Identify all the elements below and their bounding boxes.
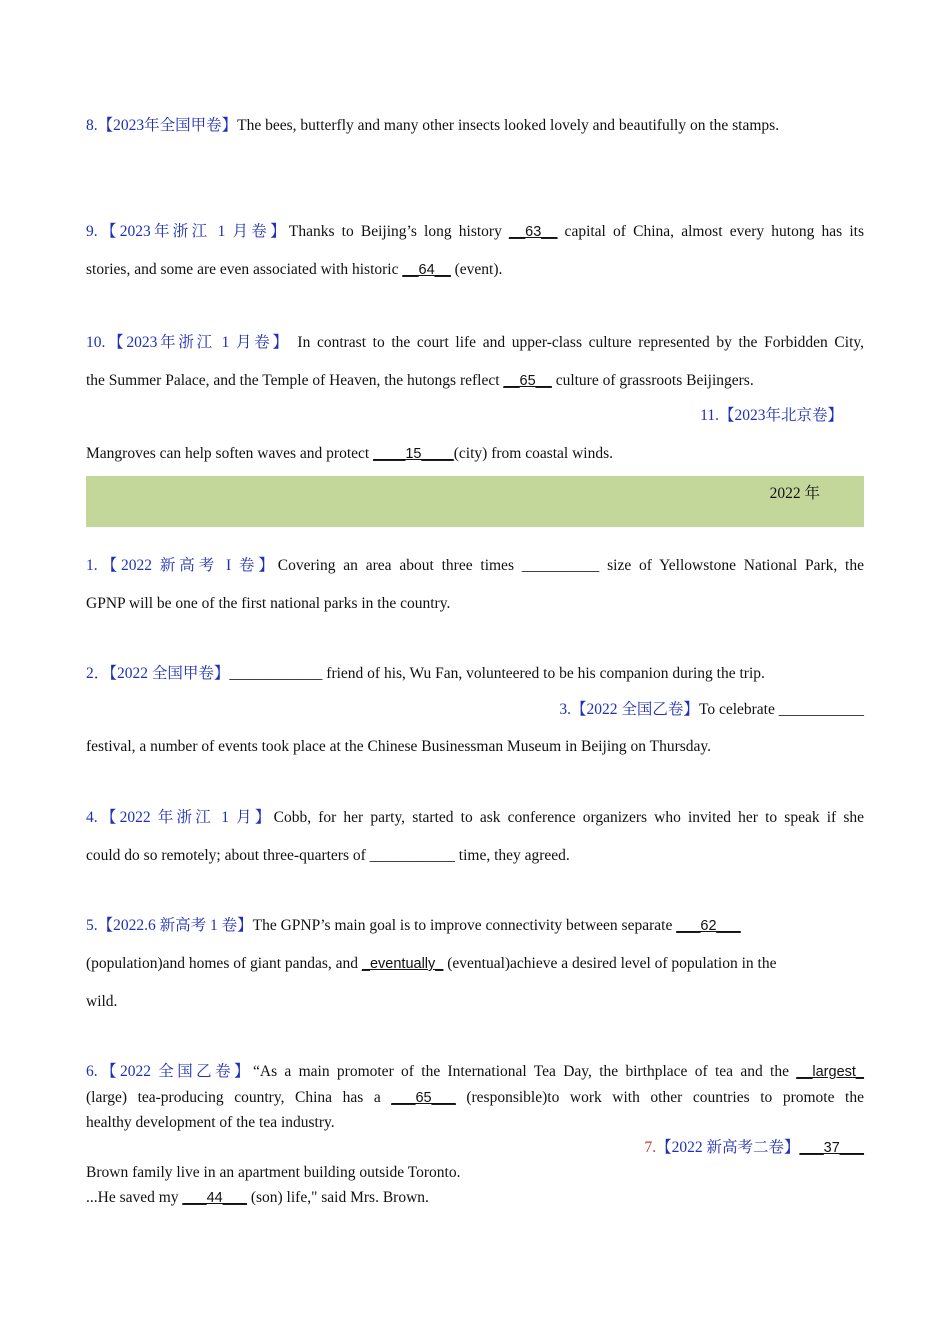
q10-line2-text: the Summer Palace, and the Temple of Heaven, the hutongs reflect bbox=[86, 372, 504, 389]
q2-source-tag: 【2022 全国甲卷】 bbox=[109, 665, 230, 682]
q1-line1 bbox=[86, 556, 864, 576]
q6-number: 6. bbox=[86, 1063, 98, 1080]
q4-line2: could do so remotely; about three-quarters of ___________ time, they agreed. bbox=[86, 847, 570, 864]
q2-number: 2． bbox=[86, 665, 110, 682]
q7-blank-44: ___44___ bbox=[182, 1190, 247, 1206]
q9-source-tag: 【2023年浙江 1 月卷】 bbox=[97, 223, 289, 240]
q5-line1 bbox=[86, 916, 864, 936]
q11-line bbox=[86, 444, 864, 464]
q10-number: 10. bbox=[86, 334, 106, 351]
q9-line2-text: stories, and some are even associated with historic bbox=[86, 261, 403, 278]
q10-line1 bbox=[86, 333, 864, 353]
q6-text: “As a main promoter of the International Tea Day, the birthplace of tea and the bbox=[253, 1063, 797, 1080]
q4-text: Cobb, for her party, started to ask conference organizers who invited her to speak if she bbox=[273, 809, 864, 826]
q5-line2 bbox=[86, 954, 864, 974]
q5-line3: wild. bbox=[86, 993, 118, 1010]
q7-line1 bbox=[86, 1138, 864, 1158]
q9-blank-64: __64__ bbox=[402, 262, 451, 278]
q6-line1 bbox=[86, 1062, 864, 1082]
q10-text: In contrast to the court life and upper-class culture represented by the Forbidden City, bbox=[290, 334, 864, 351]
q3-line1 bbox=[86, 700, 864, 720]
q5-blank-62: ___62___ bbox=[676, 918, 741, 934]
q9-text-cont: capital of China, almost every hutong has its bbox=[557, 223, 864, 240]
q5-line2-text: (population)and homes of giant pandas, and bbox=[86, 955, 362, 972]
q5-text: The GPNP’s main goal is to improve connectivity between separate bbox=[252, 917, 677, 934]
q4-number: 4. bbox=[86, 809, 98, 826]
q8-text: The bees, butterfly and many other insects looked lovely and beautifully on the stamps. bbox=[237, 117, 780, 134]
q6-line2-end: (responsible)to work with other countries to promote the bbox=[455, 1089, 864, 1106]
q6-blank-largest: __largest_ bbox=[796, 1064, 864, 1080]
q9-blank-63: __63__ bbox=[509, 224, 558, 240]
q7-source-tag: 【2022 新高考二卷】 bbox=[656, 1139, 800, 1156]
q7-line3-end: (son) life," said Mrs. Brown. bbox=[246, 1189, 429, 1206]
q5-blank-eventually: _eventually_ bbox=[361, 956, 444, 972]
q6-line2-text: (large) tea-producing country, China has a bbox=[86, 1089, 392, 1106]
q9-number: 9. bbox=[86, 223, 98, 240]
q11-source-tag: 【2023年北京卷】 bbox=[718, 407, 843, 424]
q9-line1 bbox=[86, 222, 864, 242]
q1-number: 1. bbox=[86, 557, 98, 574]
q2-text: ____________ friend of his, Wu Fan, volunteered to be his companion during the trip. bbox=[229, 665, 765, 682]
q11-text-end: (city) from coastal winds. bbox=[453, 445, 614, 462]
q11-text: Mangroves can help soften waves and protect bbox=[86, 445, 374, 462]
q8-number: 8. bbox=[86, 117, 98, 134]
q8-source-tag: 【2023年全国甲卷】 bbox=[97, 117, 238, 134]
q3-source-tag: 【2022 全国乙卷】 bbox=[571, 701, 699, 718]
q3-line2: festival, a number of events took place at the Chinese Businessman Museum in Beijing on Thursday. bbox=[86, 738, 712, 755]
q5-number: 5. bbox=[86, 917, 98, 934]
q1-source-tag: 【2022 新高考 I 卷】 bbox=[97, 557, 278, 574]
q9-text: Thanks to Beijing’s long history bbox=[288, 223, 509, 240]
q6-line3: healthy development of the tea industry. bbox=[86, 1114, 335, 1131]
q5-line2-end: (eventual)achieve a desired level of population in the bbox=[443, 955, 777, 972]
q11-blank-15: ____15____ bbox=[373, 446, 454, 462]
q11-number: 11. bbox=[700, 407, 719, 424]
q9-line2 bbox=[86, 260, 864, 280]
q10-line2 bbox=[86, 371, 864, 391]
q4-source-tag: 【2022 年浙江 1 月】 bbox=[97, 809, 274, 826]
q3-text: To celebrate ___________ bbox=[698, 701, 864, 718]
q2-line bbox=[86, 664, 864, 684]
q10-blank-65: __65__ bbox=[503, 373, 552, 389]
q3-number: 3. bbox=[559, 701, 572, 718]
q6-source-tag: 【2022 全国乙卷】 bbox=[97, 1063, 253, 1080]
q6-line2 bbox=[86, 1088, 864, 1108]
q6-blank-65: ___65___ bbox=[391, 1090, 456, 1106]
section-band-2022 bbox=[86, 476, 864, 527]
q1-text: Covering an area about three times __________ size of Yellowstone National Park, the bbox=[277, 557, 864, 574]
q4-line1 bbox=[86, 808, 864, 828]
q9-line2-end: (event). bbox=[450, 261, 503, 278]
q7-number: 7. bbox=[644, 1139, 657, 1156]
q8 bbox=[86, 116, 864, 136]
q7-line2: Brown family live in an apartment building outside Toronto. bbox=[86, 1164, 461, 1181]
q11-header bbox=[86, 406, 843, 426]
q1-line2: GPNP will be one of the first national parks in the country. bbox=[86, 595, 451, 612]
q10-source-tag: 【2023年浙江 1 月卷】 bbox=[105, 334, 291, 351]
section-year: 2022 年 bbox=[769, 485, 820, 502]
q10-line2-end: culture of grassroots Beijingers. bbox=[551, 372, 754, 389]
q7-line3 bbox=[86, 1188, 864, 1208]
q7-line3-text: ...He saved my bbox=[86, 1189, 183, 1206]
q7-blank-37: ___37___ bbox=[799, 1140, 864, 1156]
q5-source-tag: 【2022.6 新高考 1 卷】 bbox=[97, 917, 253, 934]
